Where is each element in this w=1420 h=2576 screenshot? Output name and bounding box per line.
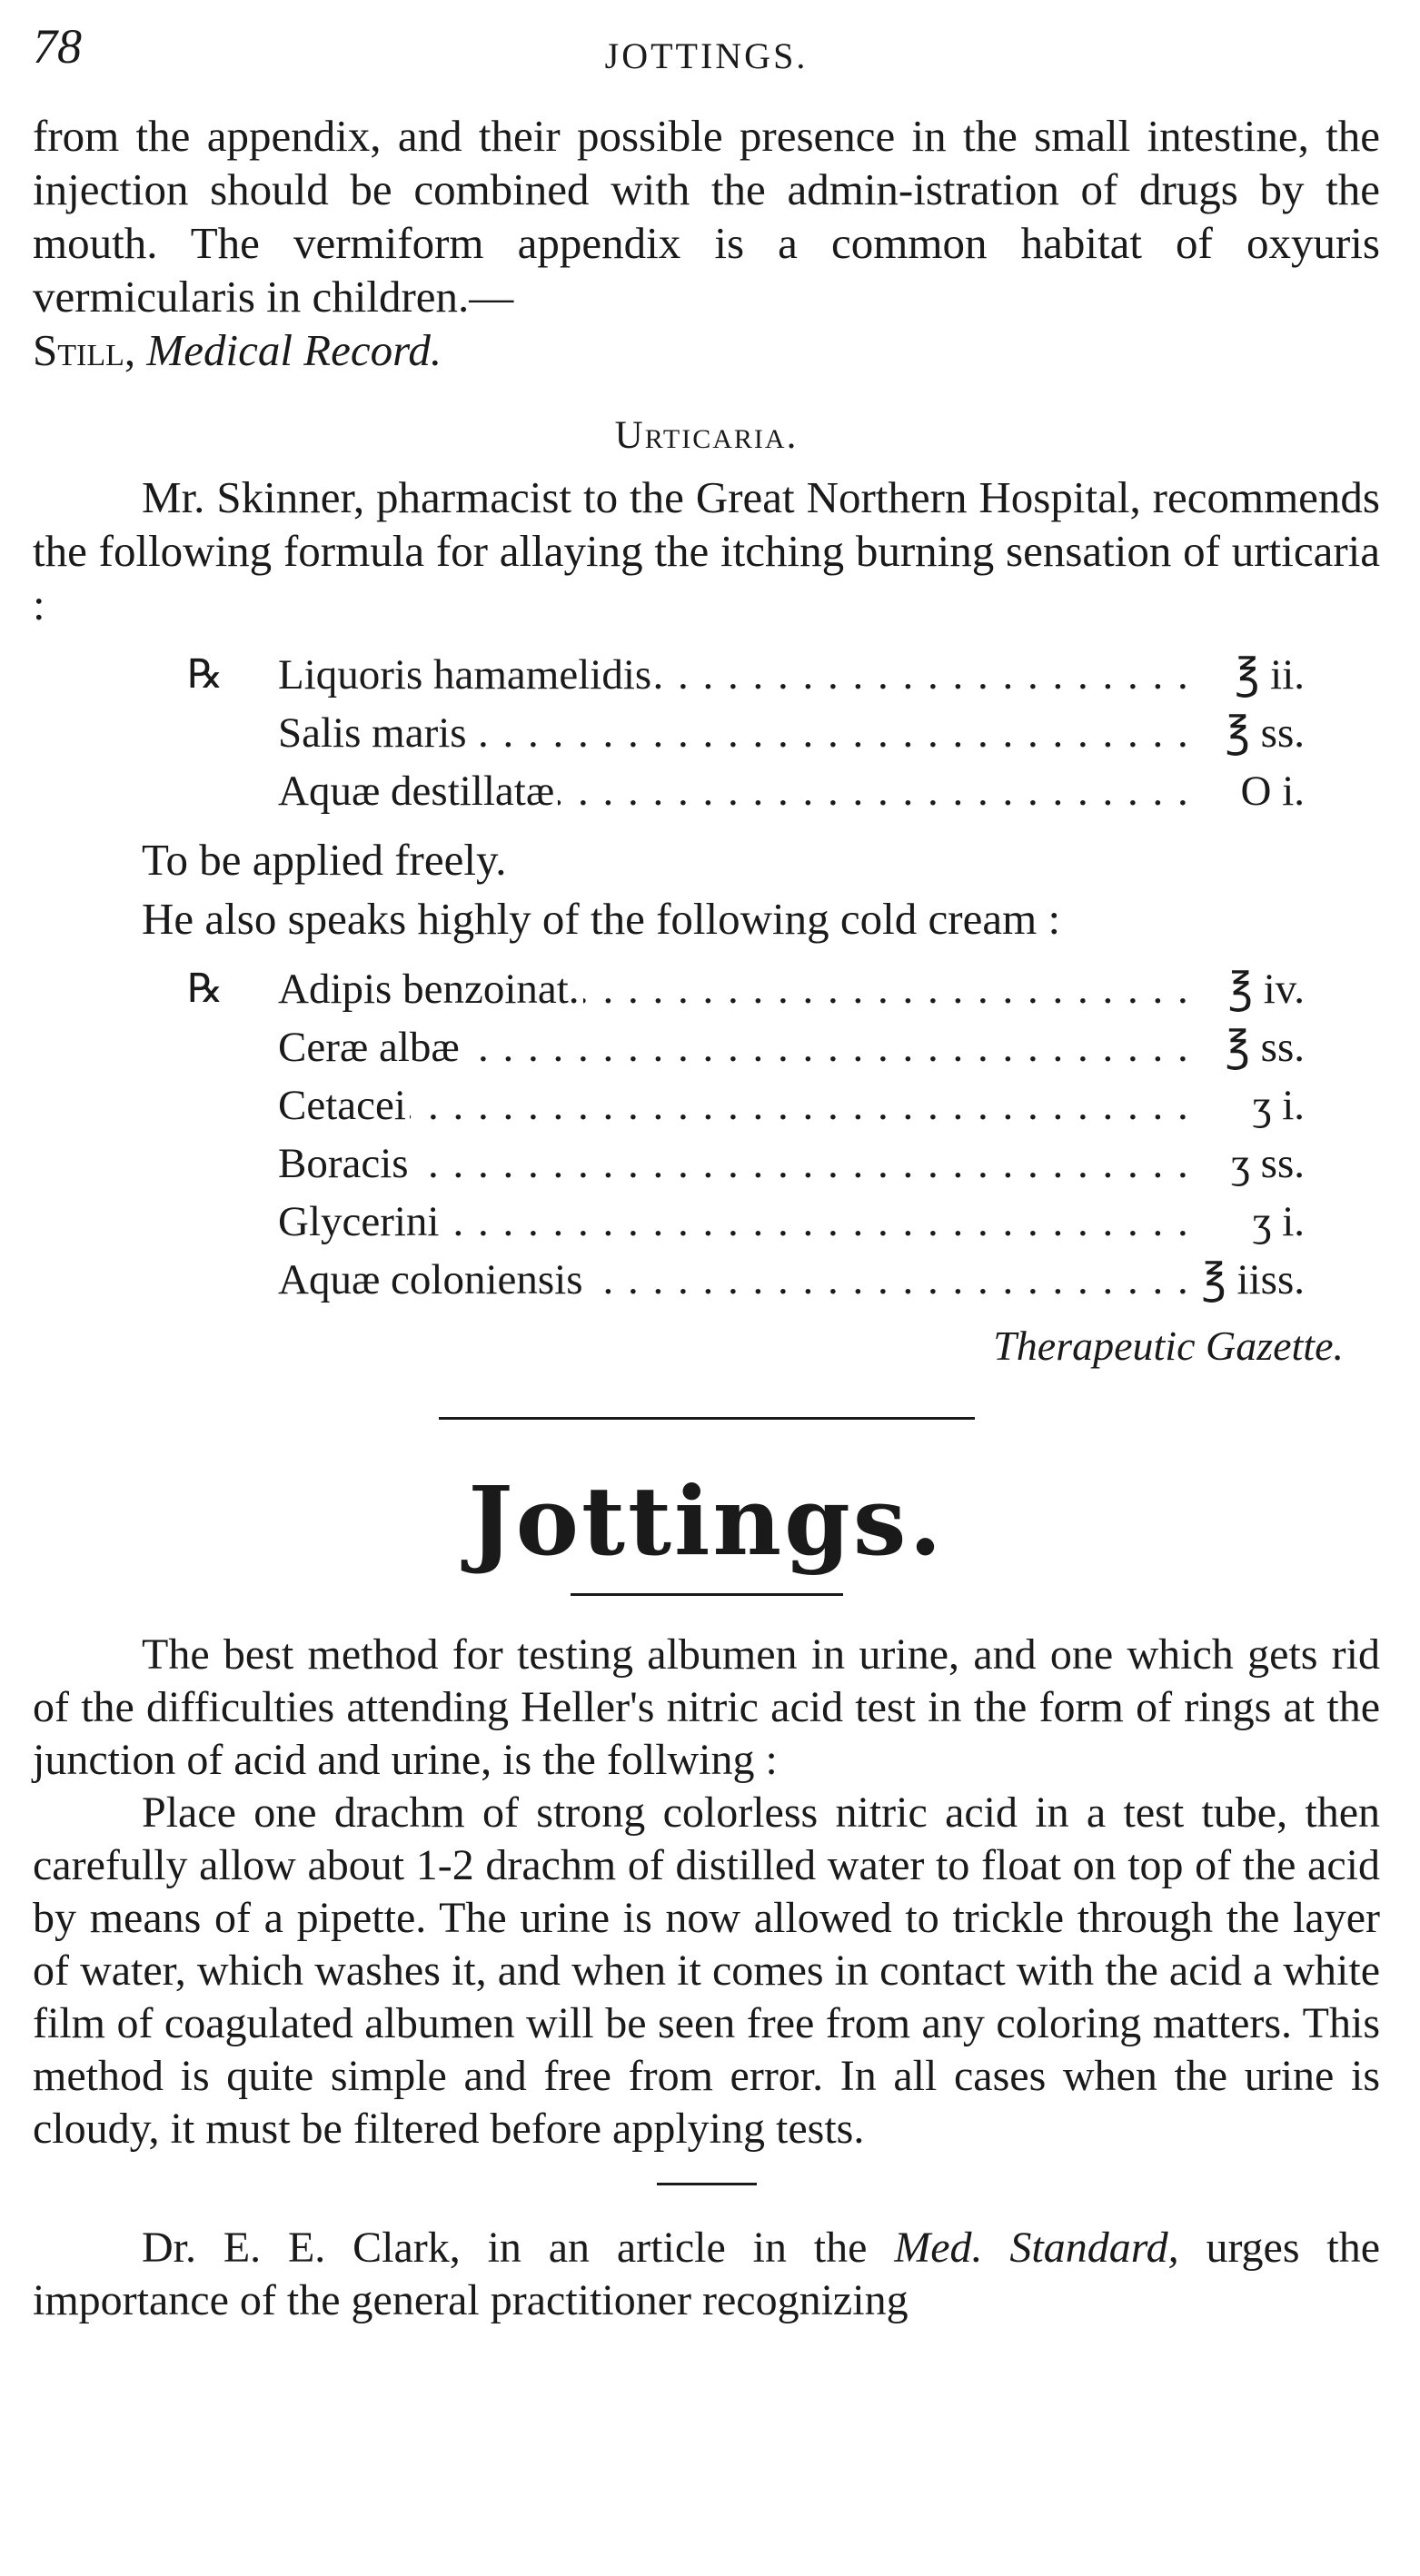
paragraph-3-end: urges the importance of the general practitioner recognizing xyxy=(33,2224,1381,2324)
ingredient-name xyxy=(278,646,1187,704)
rx-symbol xyxy=(187,1134,278,1193)
title-underline xyxy=(571,1593,843,1596)
rx-symbol xyxy=(187,1018,278,1076)
ingredient-label: Ceræ albæ xyxy=(278,1024,463,1071)
ingredient-name xyxy=(278,704,1187,762)
rx-symbol: ℞ xyxy=(187,652,223,697)
section-heading-urticaria: Urticaria. xyxy=(614,414,799,457)
prescription-formula-2 xyxy=(187,960,1380,1309)
jottings-paragraph-3 xyxy=(33,2222,1380,2327)
ingredient-label: Liquoris hamamelidis xyxy=(278,651,655,698)
ingredient-label: Glycerini xyxy=(278,1198,443,1245)
jottings-title: Jottings. xyxy=(468,1465,945,1577)
section-divider xyxy=(439,1417,975,1420)
ingredient-quantity: ʒ i. xyxy=(1252,1082,1305,1129)
ingredient-label: Salis maris xyxy=(278,709,471,757)
author-name: Still, xyxy=(33,325,136,375)
ingredient-label: Adipis benzoinat. xyxy=(278,966,583,1013)
running-header xyxy=(33,0,1380,109)
ingredient-quantity: ℥ iiss. xyxy=(1201,1256,1305,1303)
urticaria-intro: Mr. Skinner, pharmacist to the Great Northern Hospital, recommends the following formula for allaying the itching burning sensation of urticaria : xyxy=(33,472,1380,629)
jottings-paragraph-2: Place one drachm of strong colorless nitric acid in a test tube, then carefully allow about 1-2 drachm of distilled water to float on top of the acid by means of a pipette. The urine is now allowed to trickle through the layer of water, which washes it, and when it comes in contact with the acid a white film of coagulated albumen will be seen free from any coloring matters. This method is quite simple and free from error. In all cases when the urine is cloudy, it must be filtered before applying tests. xyxy=(33,1788,1380,2153)
cold-cream-intro: He also speaks highly of the following cold cream : xyxy=(142,894,1061,944)
ingredient-name xyxy=(278,1193,1187,1251)
med-standard-citation: Med. Standard, xyxy=(894,2224,1179,2272)
rx-symbol xyxy=(187,1193,278,1251)
source-citation-gazette: Therapeutic Gazette. xyxy=(993,1323,1344,1369)
ingredient-label: Cetacei xyxy=(278,1082,410,1129)
page-number: 78 xyxy=(33,19,82,74)
ingredient-quantity: ʒ i. xyxy=(1252,1198,1305,1245)
ingredient-quantity: ʒ ss. xyxy=(1231,1140,1305,1187)
ingredient-name xyxy=(278,960,1187,1018)
continued-text: from the appendix, and their possible presence in the small intestine, the injection should be combined with the admin-istration of drugs by the mouth. The vermiform appendix is a common habitat of oxyuris vermicularis in children.— xyxy=(33,111,1380,322)
ingredient-label: Boracis xyxy=(278,1140,412,1187)
ingredient-label: Aquæ coloniensis xyxy=(278,1256,587,1303)
rx-symbol xyxy=(187,704,278,762)
rx-symbol xyxy=(187,1251,278,1309)
rx-symbol: ℞ xyxy=(187,966,223,1011)
direction-text: To be applied freely. xyxy=(142,835,507,885)
ingredient-quantity: ℥ ss. xyxy=(1225,709,1305,757)
rx-symbol xyxy=(187,1076,278,1134)
ingredient-quantity: ℥ ii. xyxy=(1235,651,1305,698)
ingredient-label: Aquæ destillatæ xyxy=(278,768,558,815)
rx-symbol xyxy=(187,762,278,820)
source-citation: Medical Record. xyxy=(146,325,442,375)
jottings-paragraph-1: The best method for testing albumen in urine, and one which gets rid of the difficulties attending Heller's nitric acid test in the form of rings at the junction of acid and urine, is the follwing : xyxy=(33,1630,1380,1784)
ingredient-name xyxy=(278,1018,1187,1076)
ingredient-name xyxy=(278,1251,1187,1309)
ingredient-name xyxy=(278,1134,1187,1193)
paragraph-divider xyxy=(657,2183,757,2185)
prescription-formula-1 xyxy=(187,646,1380,820)
continued-paragraph xyxy=(33,109,1380,377)
ingredient-quantity: ℥ iv. xyxy=(1227,966,1305,1013)
running-title: JOTTINGS. xyxy=(604,35,809,76)
paragraph-3-start: Dr. E. E. Clark, in an article in the xyxy=(142,2224,868,2272)
ingredient-name xyxy=(278,1076,1187,1134)
ingredient-name xyxy=(278,762,1187,820)
ingredient-quantity: O i. xyxy=(1240,768,1305,815)
ingredient-quantity: ℥ ss. xyxy=(1225,1024,1305,1071)
